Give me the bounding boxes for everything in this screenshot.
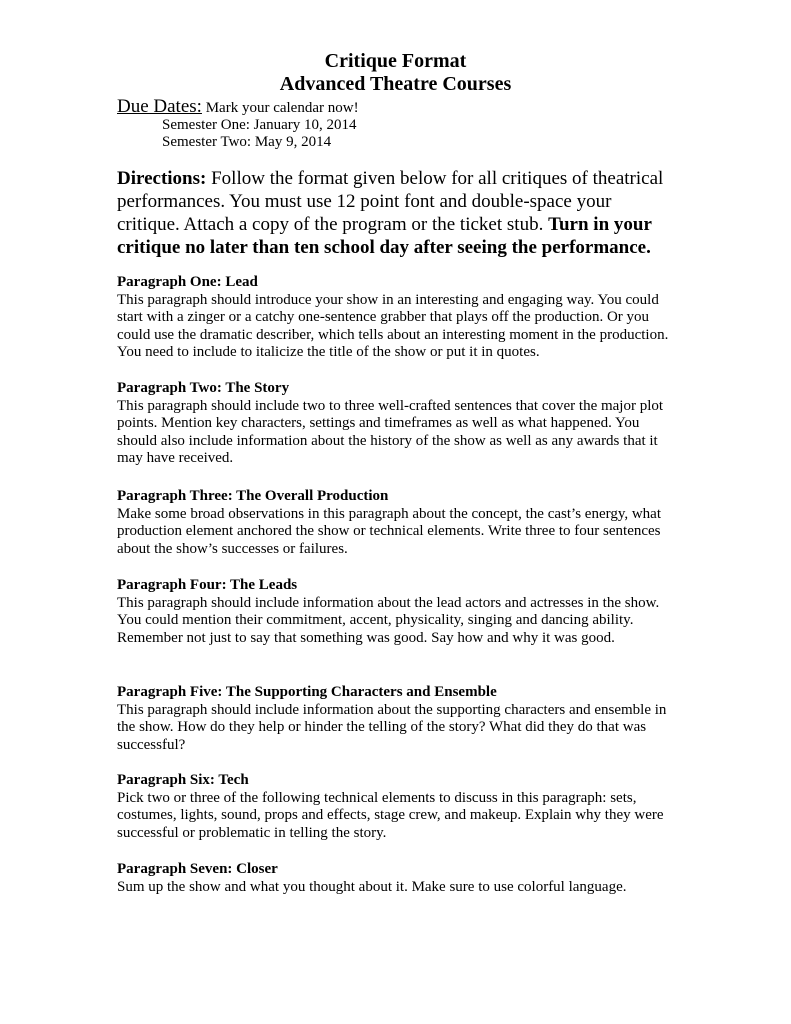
document-title: Critique Format [324, 50, 467, 72]
directions-paragraph [117, 167, 677, 259]
section-paragraph-five [117, 684, 677, 754]
section-heading: Paragraph Three: The Overall Production [117, 488, 389, 504]
directions-emphasis: Turn in your critique no later than ten school day after seeing the performance. [117, 214, 652, 258]
section-body: This paragraph should introduce your show in an interesting and engaging way. You could start with a zinger or a catchy one-sentence grabber that plays off the production. Or you could use the dramatic describer, which tells about an interesting moment in the production. You need to include to italicize the title of the show or put it in quotes. [117, 291, 669, 360]
section-body: Pick two or three of the following technical elements to discuss in this paragraph: sets, costumes, lights, sound, props and effects, stage crew, and makeup. Explain why they were successful or problematic in telling the story. [117, 789, 664, 841]
document-subtitle: Advanced Theatre Courses [279, 73, 512, 95]
section-paragraph-six [117, 772, 677, 842]
semester-one-date: Semester One: January 10, 2014 [162, 117, 357, 133]
section-paragraph-four [117, 577, 677, 647]
section-heading: Paragraph One: Lead [117, 274, 258, 290]
section-heading: Paragraph Four: The Leads [117, 577, 298, 593]
due-dates-note: Mark your calendar now! [205, 100, 359, 116]
section-body: This paragraph should include information about the lead actors and actresses in the show. You could mention their commitment, accent, physicality, singing and dancing ability. Remember not just to say that something was good. Say how and why it was good. [117, 594, 660, 646]
semester-two-date: Semester Two: May 9, 2014 [162, 134, 332, 150]
section-paragraph-two [117, 380, 677, 468]
section-paragraph-seven [117, 861, 677, 896]
section-body: Sum up the show and what you thought about it. Make sure to use colorful language. [117, 878, 627, 895]
directions-label: Directions: [117, 168, 207, 189]
section-paragraph-one [117, 274, 677, 362]
section-heading: Paragraph Two: The Story [117, 380, 290, 396]
directions-text: Follow the format given below for all critiques of theatrical performances. You must use 12 point font and double-space your critique. Attach a copy of the program or the ticket stub. [117, 168, 664, 235]
due-dates-line [117, 97, 359, 118]
section-paragraph-three [117, 488, 677, 558]
section-body: This paragraph should include two to three well-crafted sentences that cover the major plot points. Mention key characters, settings and timeframes as well as what happened. You should also include information about the history of the show as well as any awards that it may have received. [117, 397, 664, 466]
section-body: Make some broad observations in this paragraph about the concept, the cast’s energy, what production element anchored the show or technical elements. Write three to four sentences about the show’s successes or failures. [117, 505, 662, 557]
section-heading: Paragraph Five: The Supporting Characters and Ensemble [117, 684, 497, 700]
section-heading: Paragraph Seven: Closer [117, 861, 278, 877]
section-heading: Paragraph Six: Tech [117, 772, 249, 788]
section-body: This paragraph should include information about the supporting characters and ensemble in the show. How do they help or hinder the telling of the story? What did they do that was successful? [117, 701, 667, 753]
due-dates-label: Due Dates: [117, 96, 202, 117]
